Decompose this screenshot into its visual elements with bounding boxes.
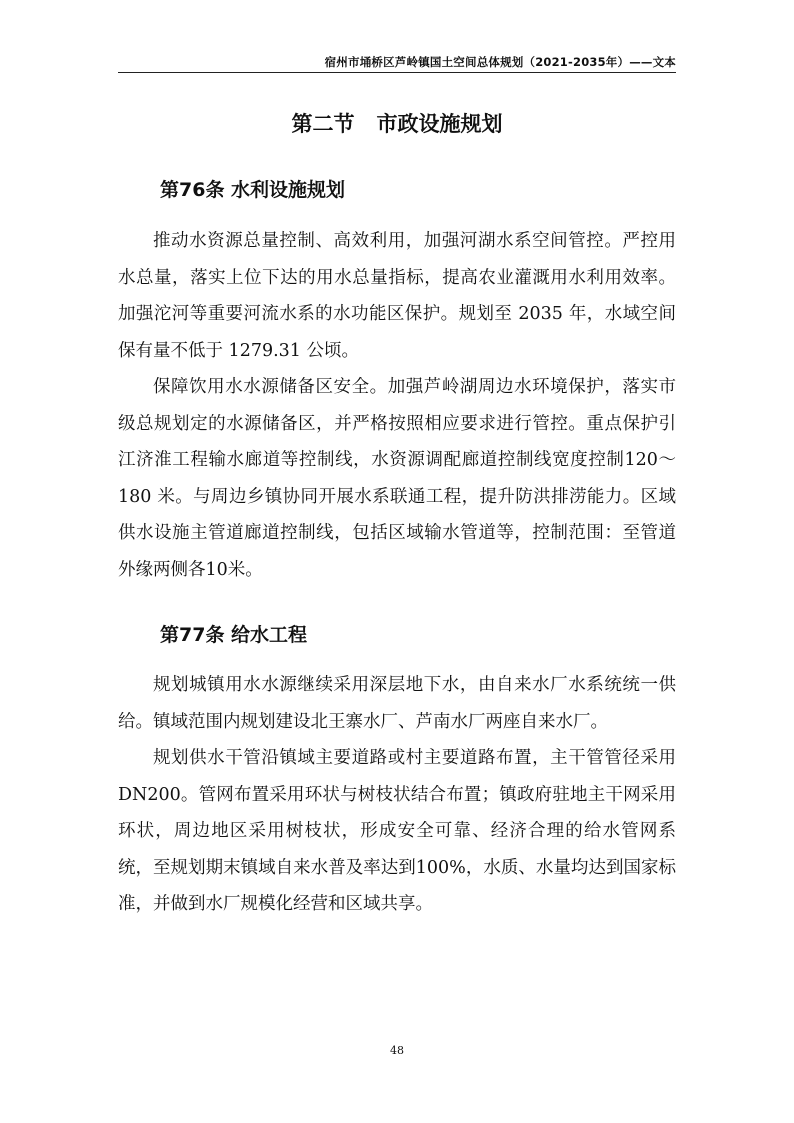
section-title bbox=[0, 108, 794, 138]
article-77-heading: 第77条 给水工程 bbox=[160, 624, 308, 646]
page-number: 48 bbox=[390, 1044, 404, 1057]
article-77-paragraph-2: 规划供水干管沿镇域主要道路或村主要道路布置，主干管管径采用 DN200。管网布置采用环状与树枝状结合布置；镇政府驻地主干网采用环状，周边地区采用树枝状，形成安全可靠、经济合理的给水管网系统，至规划期末镇域自来水普及率达到100%，水质、水量均达到国家标准，并做到水厂规模化经营和区域共享。 bbox=[118, 748, 676, 914]
running-header: 宿州市埇桥区芦岭镇国土空间总体规划（2021-2035年）——文本 bbox=[324, 55, 676, 69]
article-76-heading: 第76条 水利设施规划 bbox=[160, 179, 346, 201]
article-77-paragraph-1: 规划城镇用水水源继续采用深层地下水，由自来水厂水系统统一供给。镇域范围内规划建设北王寨水厂、芦南水厂两座自来水厂。 bbox=[118, 675, 676, 732]
section-number: 第二节 bbox=[291, 112, 355, 136]
article-76-paragraph-1: 推动水资源总量控制、高效利用，加强河湖水系空间管控。严控用水总量，落实上位下达的用水总量指标，提高农业灌溉用水利用效率。加强沱河等重要河流水系的水功能区保护。规划至 2035 年，水域空间保有量不低于 1279.31 公顷。 bbox=[118, 231, 676, 361]
header-rule bbox=[118, 72, 676, 73]
section-name: 市政设施规划 bbox=[376, 112, 503, 136]
article-76-paragraph-2: 保障饮用水水源储备区安全。加强芦岭湖周边水环境保护，落实市级总规划定的水源储备区，并严格按照相应要求进行管控。重点保护引江济淮工程输水廊道等控制线，水资源调配廊道控制线宽度控制120～180 米。与周边乡镇协同开展水系联通工程，提升防洪排涝能力。区域供水设施主管道廊道控制线，包括区域输水管道等，控制范围：至管道外缘两侧各10米。 bbox=[118, 377, 676, 580]
